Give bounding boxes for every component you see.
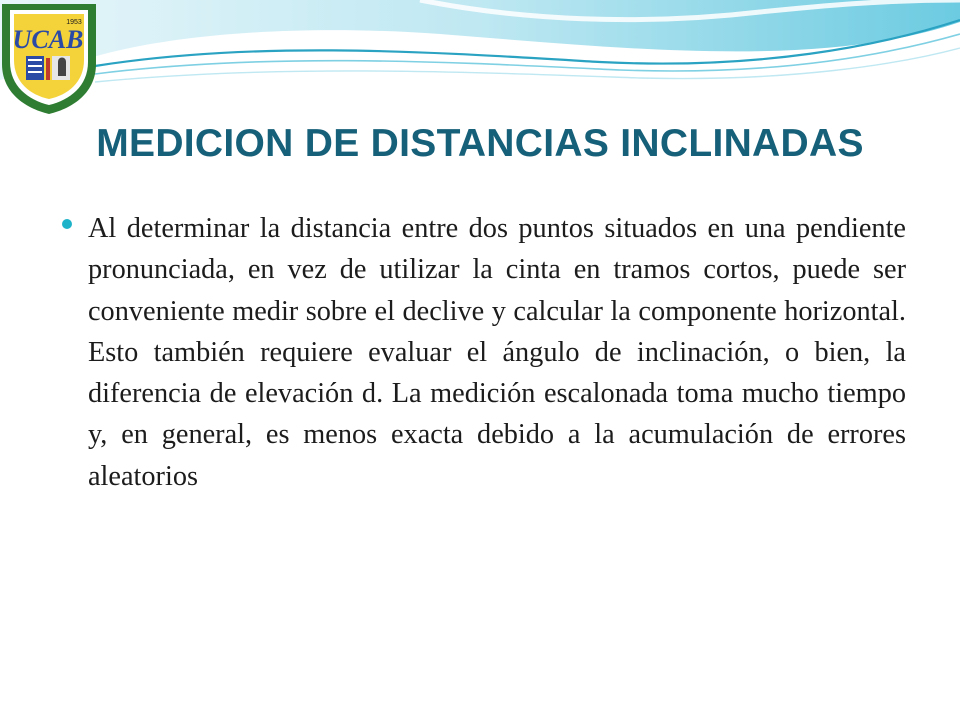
bullet-dot-icon — [62, 219, 72, 229]
logo-year: 1953 — [66, 19, 82, 26]
slide-title: MEDICION DE DISTANCIAS INCLINADAS — [96, 122, 864, 165]
header-wave-decoration — [0, 0, 960, 110]
ucab-crest-icon — [0, 0, 98, 116]
slide-body — [58, 208, 906, 497]
bullet-text: Al determinar la distancia entre dos puntos situados en una pendiente pronunciada, en vez de utilizar la cinta en tramos cortos, puede ser conveniente medir sobre el declive y calcular la componente horizontal. Esto también requiere evaluar el ángulo de inclinación, o bien, la diferencia de elevación d. La medición escalonada toma mucho tiempo y, en general, es menos exacta debido a la acumulación de errores aleatorios — [88, 213, 906, 492]
bullet-item — [58, 208, 906, 497]
logo-text: UCAB — [12, 25, 84, 54]
